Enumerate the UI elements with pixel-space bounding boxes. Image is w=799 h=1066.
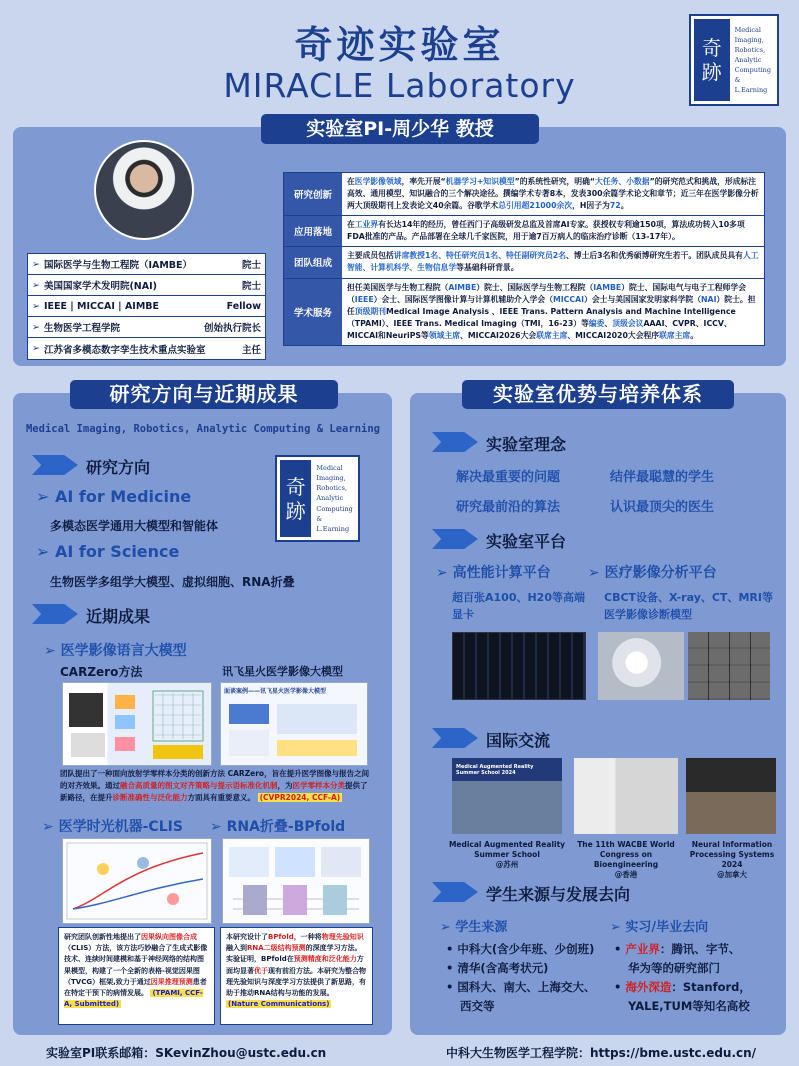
concept-3: 研究最前沿的算法 [456, 500, 561, 515]
list-item: • 产业界：腾讯、字节、 [614, 942, 741, 956]
affiliation-row: ➢ 生物医学工程学院 创始执行院长 [28, 317, 265, 338]
concept-title: 实验室理念 [486, 435, 567, 454]
research-row-team: 团队组成 主要成员包括讲席教授1名、特任研究员1名、特任副研究员2名、博士后3名和优秀硕博研究生若干。团队成员具有人工智能、计算机科学、生物信息学等基础科研背景。 [284, 247, 764, 278]
source-list [446, 940, 616, 1016]
recent-title: 近期成果 [86, 607, 151, 626]
bpfold-note: 本研究设计了BPfold，一种将物理先验知识融入到RNA二级结构预测的深度学习方法。实验证明，BPfold在预测精度和泛化能力方面均显著优于现有前沿方法。本研究为整合物理先验知识与深度学习方法提供了新思路，有助于推动RNA结构与功能的发展。 (Nature Communications) [220, 927, 373, 1025]
intl-photo-1: Medical Augmented Reality Summer School 2024 [452, 758, 562, 834]
left-header: 研究方向与近期成果 [70, 380, 338, 409]
direction-title: 研究方向 [86, 458, 151, 477]
destination-list [614, 940, 784, 1016]
affiliation-row: ➢ 美国国家学术发明院(NAI) 院士 [28, 275, 265, 296]
med-platform-title: ➢ 医疗影像分析平台 [588, 565, 717, 581]
bpfold-title: ➢ RNA折叠-BPfold [210, 819, 346, 835]
research-row-service: 学术服务 担任美国医学与生物工程院（AIMBE）院士、国际医学与生物工程院（IAMBE）院士、国际电气与电子工程师学会（IEEE）会士、国际医学图像计算与计算机辅助介入学会（MICCAI）会士与美国国家发明家科学院（NAI）院士。担任顶级期刊Medical Image Analysis 、IEEE Trans. Pattern Analysis and Machine Intelligence（TPAMI）、IEEE Trans. Medical Imaging（TMI，16-23）等编委、顶级会议AAAI、CVPR、ICCV、MICCAI和NeuriPS等领域主席、MICCAI2026大会联席主席、MICCAI2020大会程序联席主席。 [284, 279, 764, 345]
logo-words: Medical Imaging, Robotics, Analytic Computing & L.Earning [734, 25, 772, 95]
lab-logo-small: 奇 跡 Medical Imaging, Robotics, Analytic Computing & L.Earning [275, 455, 360, 542]
platform-title: 实验室平台 [486, 532, 567, 551]
clis-note: 研究团队创新性地提出了因果纵向图像合成（CLIS）方法，该方法巧妙融合了生成式影像技术、连续时间建模和基于神经网络的结构图果模型，构建了一个全新的表格-视觉因果图（TVCG）框架,致力于通过因果推理预测患者在特定干预下的病情发展。 (TPAMI, CCF-A, Submitted) [58, 927, 215, 1025]
title-en: MIRACLE Laboratory [223, 66, 576, 105]
clis-figure [62, 838, 212, 924]
right-panel [410, 393, 786, 1035]
xunfei-title: 讯飞星火医学影像大模型 [222, 665, 343, 678]
hpc-desc: 超百张A100、H20等高端显卡 [452, 591, 585, 621]
title-cn: 奇迹实验室 [294, 23, 505, 67]
intl-caption-1: Medical Augmented Reality Summer School @苏州 [448, 840, 566, 870]
pi-title: 实验室PI-周少华 教授 [261, 114, 539, 144]
gpu-photo [452, 632, 586, 700]
carzero-note: 团队提出了一种面向放射学零样本分类的创新方法 CARZero，旨在提升医学图像与报告之间的对齐效果。通过融合高质量的图文对齐策略与提示语标准化机制，为医学零样本分类提供了新路径，在提升诊断准确性与泛化能力方面具有重要意义。 (CVPR2024, CCF-A) [60, 769, 370, 802]
xunfei-figure: 面谈案例——讯飞星火医学影像大模型 [220, 682, 368, 766]
intl-title: 国际交流 [486, 731, 551, 750]
med-desc: CBCT设备、X-ray、CT、MRI等医学影像诊断模型 [604, 591, 773, 621]
logo-mark: 奇 跡 [694, 19, 730, 101]
concept-2: 结伴最聪慧的学生 [610, 470, 715, 485]
list-item: • 国科大、南大、上海交大、 [446, 979, 596, 994]
cbct-photo [598, 632, 684, 700]
mri-photo [688, 632, 770, 700]
bpfold-figure [222, 838, 370, 924]
affiliation-list [27, 253, 266, 360]
carzero-figure [62, 682, 212, 766]
carzero-title: CARZero方法 [60, 665, 143, 679]
left-subtitle: Medical Imaging, Robotics, Analytic Computing & Learning [25, 423, 380, 435]
list-item: 西交等 [460, 998, 495, 1013]
research-row-innovation: 研究创新 在医学影像领域，率先开展“机器学习+知识模型”的系统性研究，明确“大任务、小数据”的研究范式和挑战，形成标注高效、通用模型、知识融合的三个解决途径。撰编学术专著8本，发表300余篇学术论文和章节；近三年在医学影像分析两大顶级期刊上发表论文40余篇。谷歌学术总引用超21000余次，H因子为72。 [284, 173, 764, 216]
right-header: 实验室优势与培养体系 [462, 380, 734, 409]
list-item: 华为等的研究部门 [628, 960, 720, 975]
list-item: YALE,TUM等知名高校 [628, 998, 750, 1013]
research-row-application: 应用落地 在工业界有长达14年的经历，曾任西门子高级研发总监及首席AI专家。获授权专利逾150项，算法成功转入10多项FDA批准的产品。产品部署在全球几千家医院，用于逾7百万病人的临床治疗诊断（13-17年）。 [284, 216, 764, 247]
concept-4: 认识最顶尖的医生 [610, 500, 715, 515]
clis-title: ➢ 医学时光机器-CLIS [42, 819, 183, 835]
list-item: • 海外深造：Stanford， [614, 979, 751, 994]
affiliation-row: ➢ IEEE | MICCAI | AIMBE Fellow [28, 296, 265, 317]
intl-caption-2: The 11th WACBE World Congress on Bioengineering @香港 [577, 840, 675, 880]
research-table [283, 172, 765, 346]
intl-photo-2 [574, 758, 678, 834]
pi-photo [94, 140, 194, 240]
lab-logo [689, 14, 779, 106]
affiliation-row: ➢ 江苏省多模态数字孪生技术重点实验室 主任 [32, 343, 261, 356]
source-title: ➢ 学生来源 [440, 920, 508, 935]
ai-science-desc: 生物医学多组学大模型、虚拟细胞、RNA折叠 [50, 575, 295, 589]
list-item: • 清华(含高考状元) [446, 960, 549, 975]
ai-medicine-desc: 多模态医学通用大模型和智能体 [50, 519, 219, 533]
ai-science-title: ➢ AI for Science [36, 542, 180, 561]
footer-email: 实验室PI联系邮箱：SKevinZhou@ustc.edu.cn [46, 1046, 327, 1060]
ai-medicine-title: ➢ AI for Medicine [36, 487, 192, 506]
list-item: • 中科大(含少年班、少创班) [446, 942, 595, 956]
footer-website: 中科大生物医学工程学院：https://bme.ustc.edu.cn/ [446, 1046, 757, 1060]
hpc-title: ➢ 高性能计算平台 [436, 565, 551, 581]
llm-title: ➢ 医学影像语言大模型 [44, 643, 187, 659]
affiliation-row: ➢ 国际医学与生物工程院（IAMBE） 院士 [28, 254, 265, 275]
destination-title: ➢ 实习/毕业去向 [610, 920, 709, 935]
dest-title: 学生来源与发展去向 [486, 885, 631, 904]
concept-1: 解决最重要的问题 [456, 470, 561, 485]
intl-photo-3 [686, 758, 776, 834]
intl-caption-3: Neural Information Processing Systems 2024 @加拿大 [689, 840, 775, 880]
